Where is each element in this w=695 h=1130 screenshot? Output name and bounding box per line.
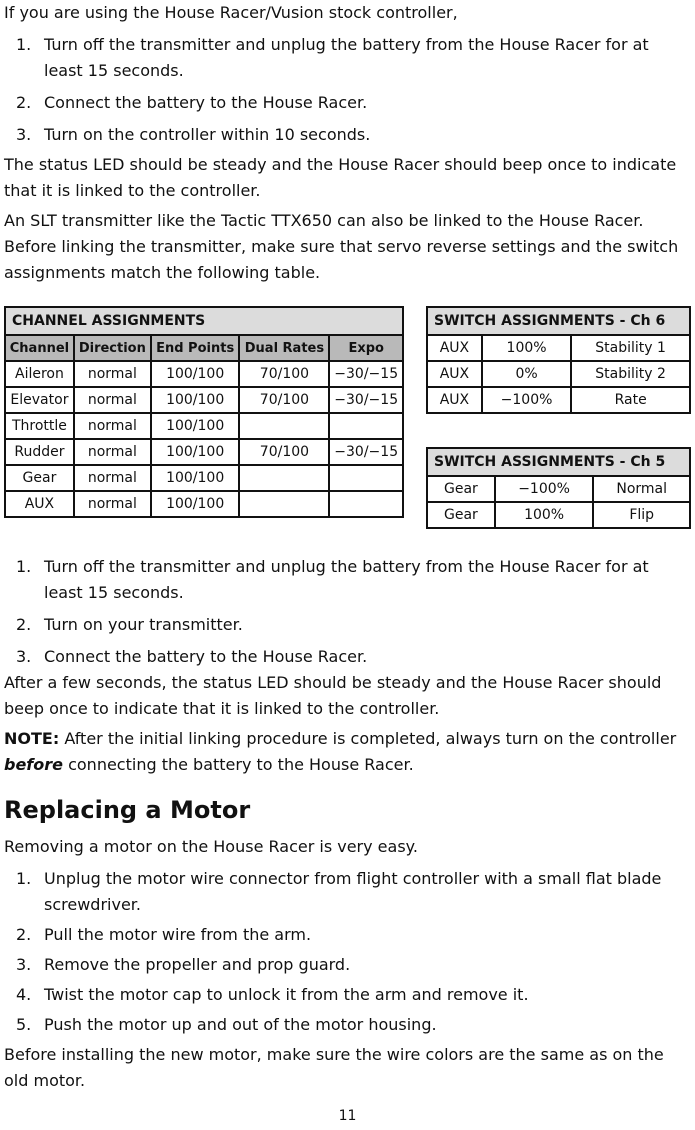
- table-title: SWITCH ASSIGNMENTS - Ch 6: [427, 307, 690, 335]
- list-item: 3. Turn on the controller within 10 seconds.: [16, 125, 371, 144]
- table-row: AUX 0% Stability 2: [427, 361, 690, 387]
- table-title: CHANNEL ASSIGNMENTS: [5, 307, 403, 335]
- column-header: Direction: [74, 335, 151, 361]
- list-item: 5. Push the motor up and out of the motor housing.: [16, 1015, 437, 1034]
- table-row: AUX normal 100/100: [5, 491, 403, 517]
- page-number: 11: [338, 1108, 357, 1124]
- transmitter-linking-steps-list: [4, 554, 690, 670]
- table-row: Elevator normal 100/100 70/100 −30/−15: [5, 387, 403, 413]
- switch-assignments-ch6-table: [426, 306, 691, 414]
- list-item: 1. Turn off the transmitter and unplug the battery from the House Racer for at least 15 seconds.: [16, 557, 649, 602]
- channel-assignments-table: [4, 306, 404, 518]
- after-linking-paragraph: After a few seconds, the status LED should be steady and the House Racer should beep once to indicate that it is linked to the controller.: [4, 673, 662, 718]
- column-header: Expo: [329, 335, 403, 361]
- motor-intro-paragraph: Removing a motor on the House Racer is very easy.: [4, 837, 418, 856]
- list-item: 2. Turn on your transmitter.: [16, 615, 243, 634]
- note-paragraph: NOTE: After the initial linking procedure is completed, always turn on the controller before connecting the battery to the House Racer.: [4, 729, 677, 774]
- table-title: SWITCH ASSIGNMENTS - Ch 5: [427, 448, 690, 476]
- column-header: Channel: [5, 335, 74, 361]
- intro-lead: If you are using the House Racer/Vusion stock controller,: [4, 3, 458, 22]
- list-item: 4. Twist the motor cap to unlock it from the arm and remove it.: [16, 985, 529, 1004]
- column-header: Dual Rates: [239, 335, 329, 361]
- note-emphasis: before: [4, 755, 63, 774]
- switch-assignments-ch5-table: [426, 447, 691, 529]
- table-row: Gear −100% Normal: [427, 476, 690, 502]
- table-row: Rudder normal 100/100 70/100 −30/−15: [5, 439, 403, 465]
- note-label: NOTE:: [4, 729, 60, 748]
- table-row: Aileron normal 100/100 70/100 −30/−15: [5, 361, 403, 387]
- list-item: 3. Connect the battery to the House Racer.: [16, 647, 368, 666]
- motor-replacement-steps-list: [4, 866, 690, 1038]
- table-row: AUX −100% Rate: [427, 387, 690, 413]
- table-row: Gear normal 100/100: [5, 465, 403, 491]
- list-item: 3. Remove the propeller and prop guard.: [16, 955, 351, 974]
- list-item: 1. Unplug the motor wire connector from flight controller with a small flat blade screwdriver.: [16, 869, 662, 914]
- section-heading-replacing-motor: Replacing a Motor: [4, 796, 251, 824]
- table-row: Throttle normal 100/100: [5, 413, 403, 439]
- list-item: 1. Turn off the transmitter and unplug the battery from the House Racer for at least 15 seconds.: [16, 35, 649, 80]
- status-led-paragraph: The status LED should be steady and the House Racer should beep once to indicate that it is linked to the controller.: [4, 155, 677, 200]
- controller-steps-list: [4, 32, 690, 148]
- table-row: Gear 100% Flip: [427, 502, 690, 528]
- table-row: AUX 100% Stability 1: [427, 335, 690, 361]
- column-header: End Points: [151, 335, 240, 361]
- list-item: 2. Pull the motor wire from the arm.: [16, 925, 312, 944]
- slt-transmitter-paragraph: An SLT transmitter like the Tactic TTX650 can also be linked to the House Racer. Before linking the transmitter, make sure that servo reverse settings and the switch assignments match the following table.: [4, 211, 679, 282]
- list-item: 2. Connect the battery to the House Racer.: [16, 93, 368, 112]
- motor-closing-paragraph: Before installing the new motor, make sure the wire colors are the same as on the old motor.: [4, 1045, 664, 1090]
